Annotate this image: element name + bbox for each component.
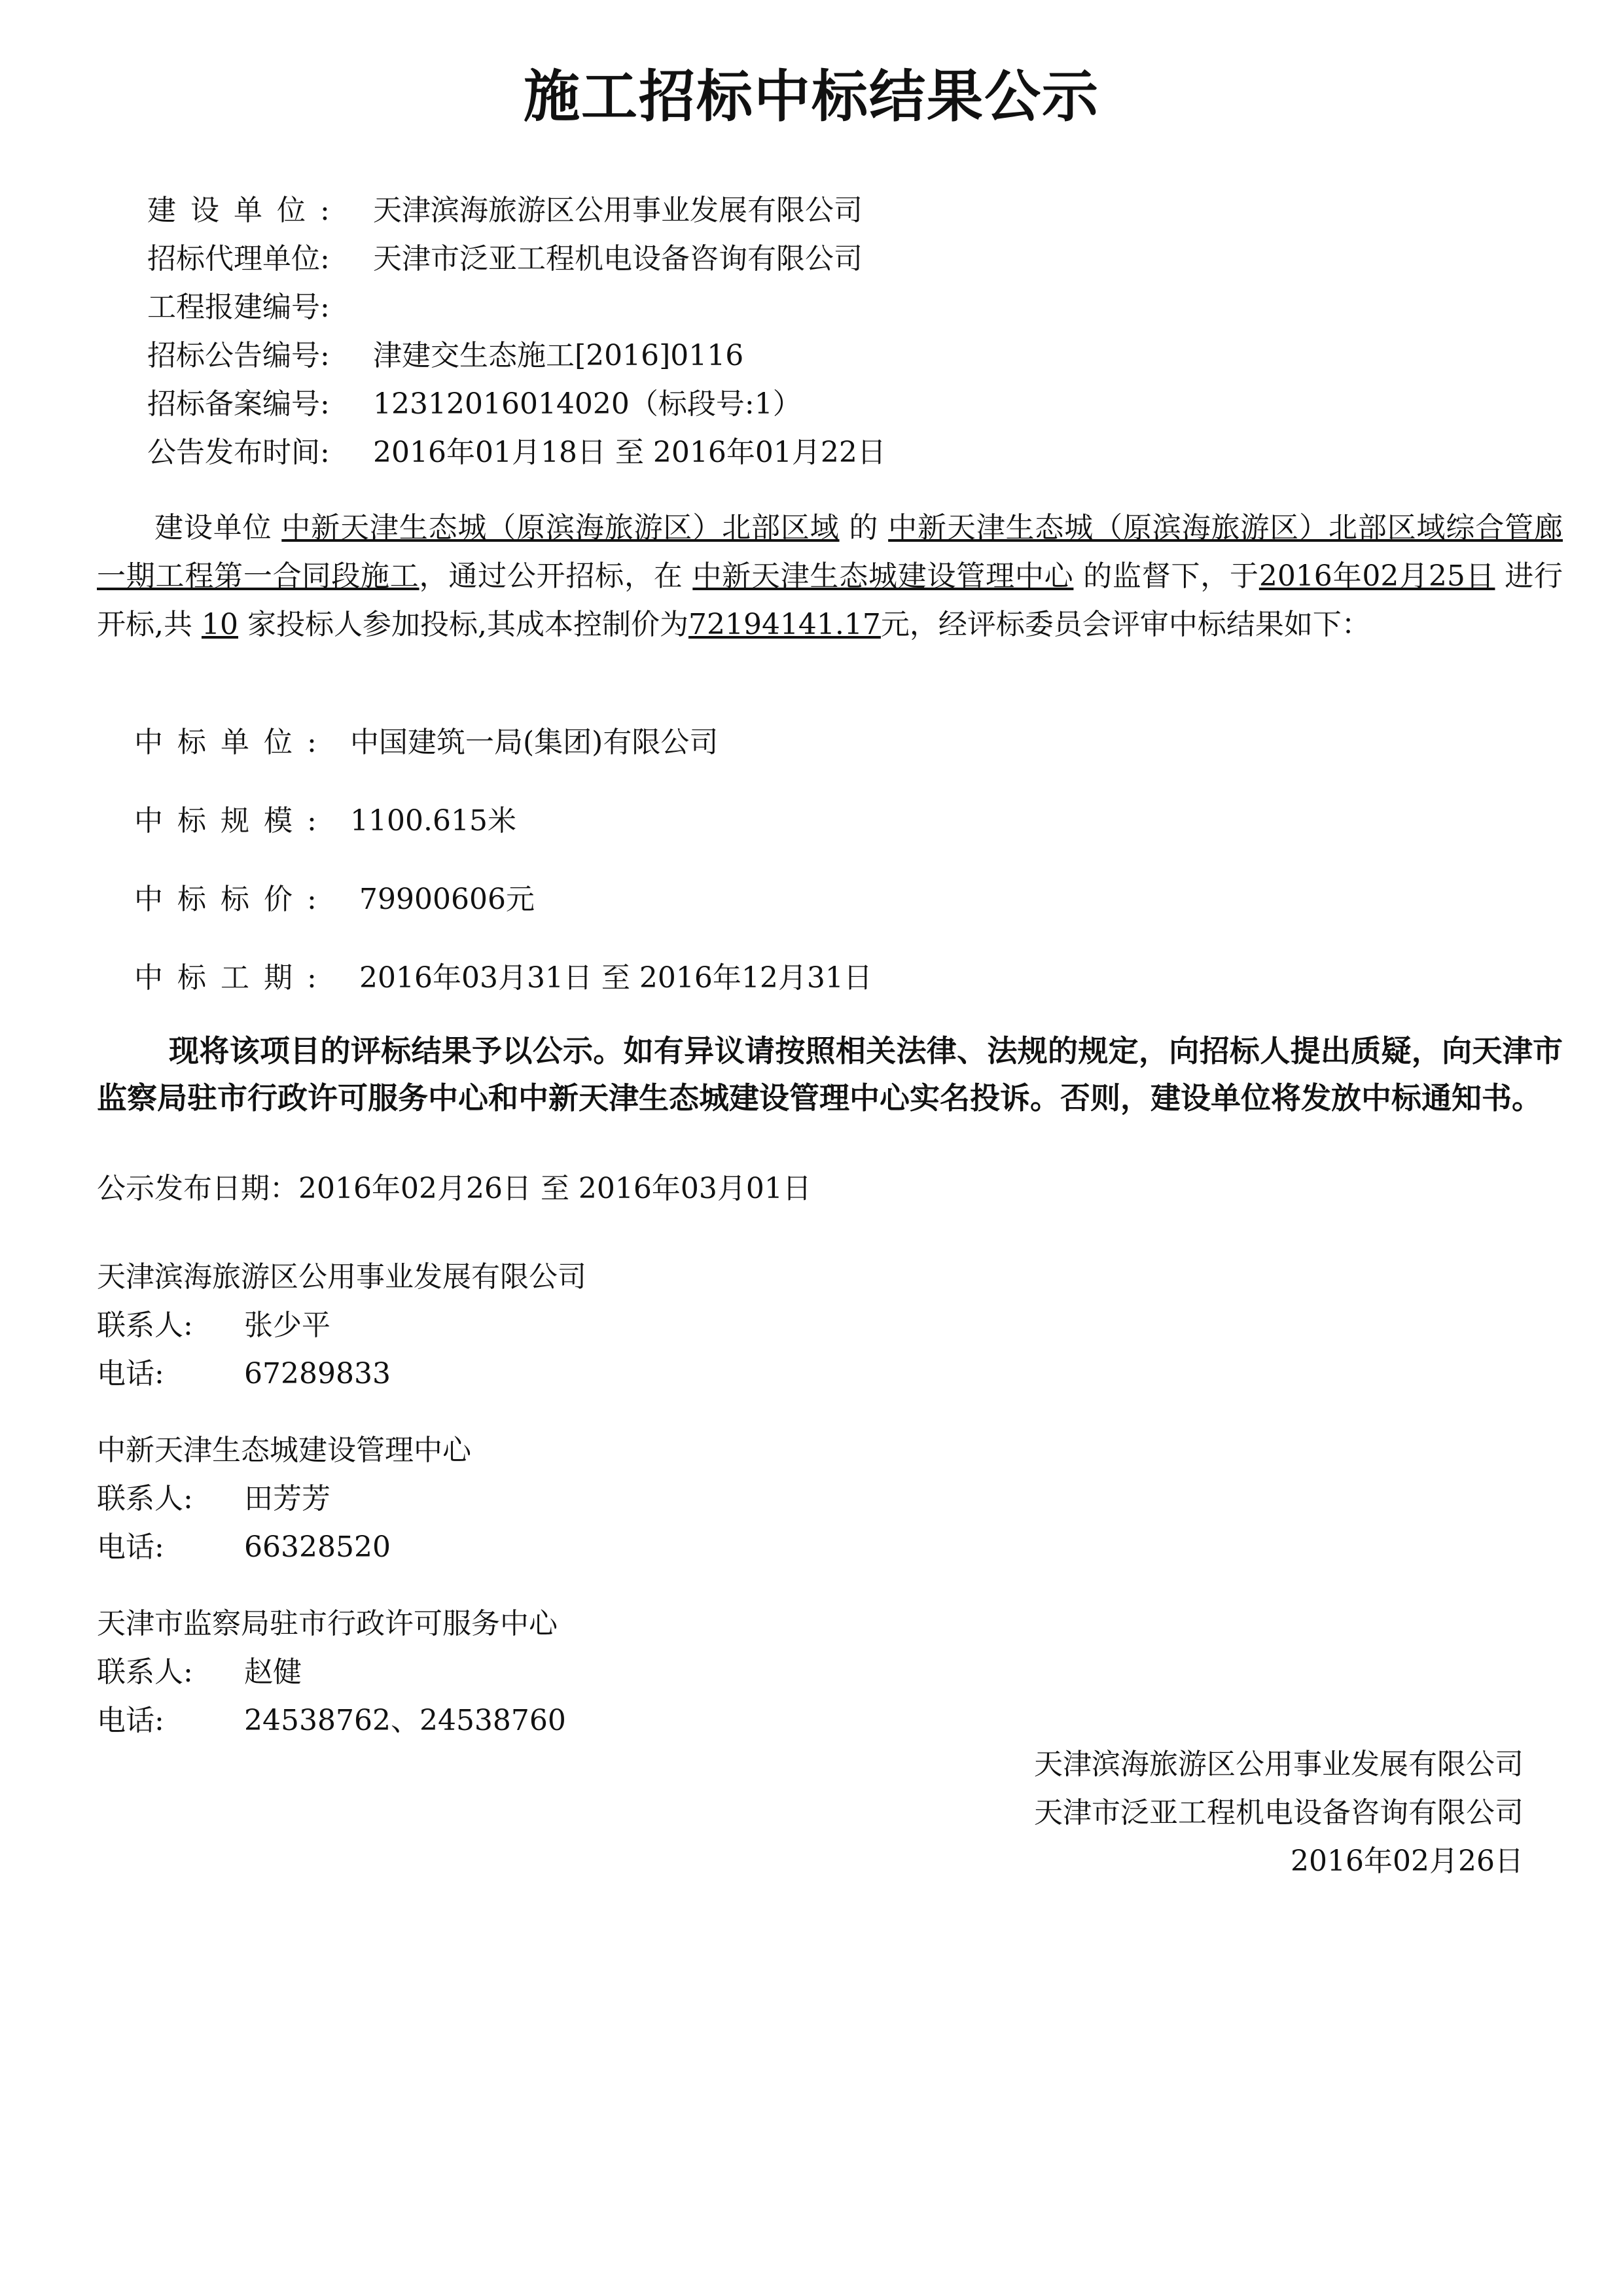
contact-phone-label: 电话: [97, 1357, 164, 1390]
signature-org-1: 天津滨海旅游区公用事业发展有限公司 [1034, 1748, 1524, 1781]
contact-block-3 [97, 1600, 566, 1745]
contact-phone: 24538762、24538760 [244, 1704, 566, 1737]
notice-no-label: 招标公告编号: [147, 339, 330, 372]
bidder-count: 10 [201, 608, 238, 641]
period-label: 中标工期: [134, 961, 331, 995]
contact-person-label: 联系人: [97, 1309, 193, 1342]
contact-org: 天津市监察局驻市行政许可服务中心 [97, 1607, 558, 1640]
contact-phone: 66328520 [244, 1530, 391, 1564]
info-construction-unit [147, 186, 886, 235]
paragraph-text: 的 [839, 511, 889, 544]
page-title: 施工招标中标结果公示 [524, 63, 1099, 130]
winner-label: 中标单位: [134, 726, 331, 759]
result-scale [134, 797, 516, 845]
info-notice-no [147, 332, 886, 380]
contact-block-1 [97, 1253, 586, 1398]
publish-time-label: 公告发布时间: [147, 436, 330, 469]
price-label: 中标标价: [134, 883, 331, 916]
open-date: 2016年02月25日 [1258, 559, 1495, 593]
publication-date: 公示发布日期：2016年02月26日 至 2016年03月01日 [97, 1172, 812, 1205]
publish-time-value: 2016年01月18日 至 2016年01月22日 [373, 436, 886, 469]
contact-org: 中新天津生态城建设管理中心 [97, 1434, 471, 1467]
paragraph-text: 家投标人参加投标,其成本控制价为 [238, 608, 688, 641]
info-record-no [147, 380, 886, 429]
supervisor-name: 中新天津生态城建设管理中心 [692, 559, 1074, 593]
notice-no-value: 津建交生态施工[2016]0116 [373, 339, 744, 372]
contact-person: 田芳芳 [244, 1482, 330, 1515]
agency-value: 天津市泛亚工程机电设备咨询有限公司 [373, 242, 863, 275]
construction-unit-value: 天津滨海旅游区公用事业发展有限公司 [373, 194, 863, 227]
paragraph-text: 建设单位 [154, 511, 282, 544]
owner-name: 中新天津生态城（原滨海旅游区）北部区域 [281, 511, 840, 544]
paragraph-text: 的监督下，于 [1073, 559, 1259, 593]
paragraph-text: 进行开标,共 [97, 559, 1563, 641]
paragraph-text: 元，经评标委员会评审中标结果如下： [880, 608, 1370, 641]
project-name: 中新天津生态城（原滨海旅游区）北部区域综合管廊一期工程第一合同段施工 [97, 511, 1563, 593]
scale-label: 中标规模: [134, 804, 331, 838]
info-publish-time [147, 429, 886, 477]
result-price [134, 875, 535, 924]
price-value: 79900606元 [350, 883, 535, 916]
control-price: 72194141.17 [688, 608, 881, 641]
contact-person: 赵健 [244, 1655, 302, 1689]
construction-unit-label: 建设单位: [147, 194, 344, 227]
info-block [147, 186, 886, 477]
info-project-no [147, 283, 886, 332]
result-period [134, 954, 872, 1002]
contact-person-label: 联系人: [97, 1655, 193, 1689]
record-no-value: 12312016014020（标段号:1） [373, 387, 802, 421]
contact-block-2 [97, 1426, 471, 1572]
contact-org: 天津滨海旅游区公用事业发展有限公司 [97, 1260, 586, 1294]
winner-value: 中国建筑一局(集团)有限公司 [350, 726, 719, 759]
scale-value: 1100.615米 [350, 804, 516, 838]
contact-phone-label: 电话: [97, 1704, 164, 1737]
contact-phone: 67289833 [244, 1357, 391, 1390]
contact-phone-label: 电话: [97, 1530, 164, 1564]
signature-block [1034, 1740, 1524, 1886]
contact-person-label: 联系人: [97, 1482, 193, 1515]
contact-person: 张少平 [244, 1309, 330, 1342]
signature-date: 2016年02月26日 [1291, 1845, 1524, 1878]
agency-label: 招标代理单位: [147, 242, 330, 275]
record-no-label: 招标备案编号: [147, 387, 330, 421]
notice-paragraph: 现将该项目的评标结果予以公示。如有异议请按照相关法律、法规的规定，向招标人提出质疑，向天津市监察局驻市行政许可服务中心和中新天津生态城建设管理中心实名投诉。否则，建设单位将发放中标通知书。 [97, 1033, 1563, 1116]
project-no-label: 工程报建编号: [147, 291, 330, 324]
bid-summary-paragraph [97, 504, 1563, 649]
period-value: 2016年03月31日 至 2016年12月31日 [350, 961, 872, 995]
paragraph-text: ，通过公开招标，在 [419, 559, 693, 593]
signature-org-2: 天津市泛亚工程机电设备咨询有限公司 [1034, 1796, 1524, 1829]
result-winner [134, 718, 718, 767]
info-agency [147, 235, 886, 283]
